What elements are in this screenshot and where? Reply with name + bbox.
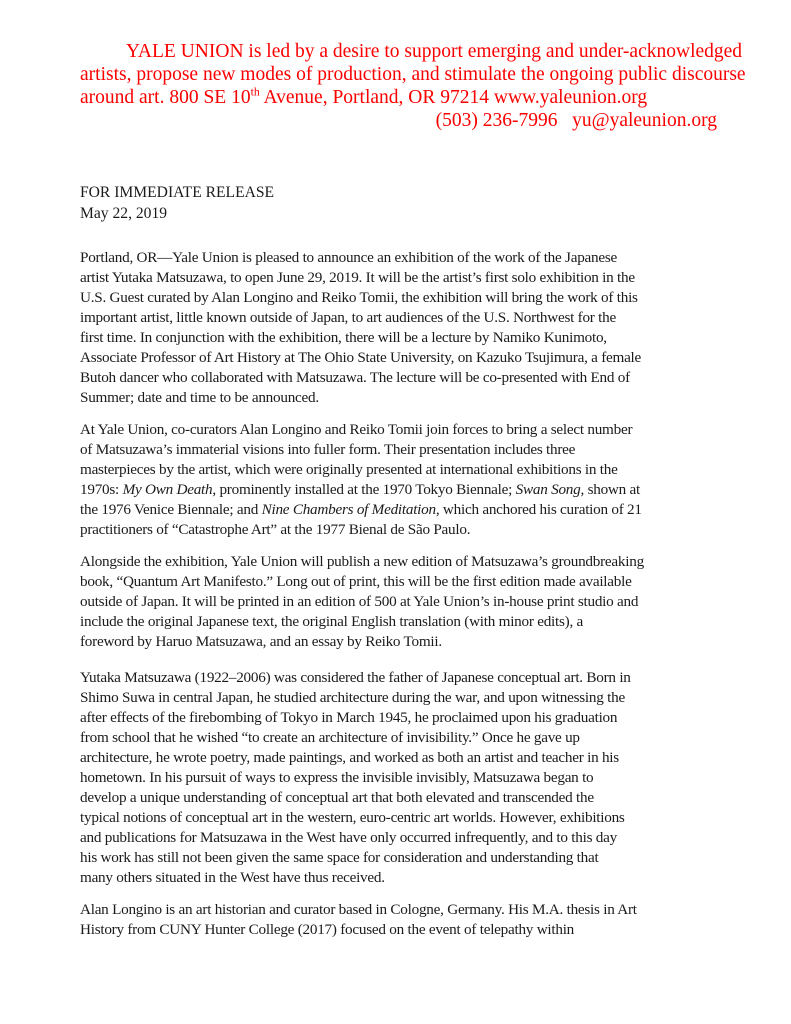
text-segment: develop a unique understanding of conceptual art that both elevated and transcended the: [80, 789, 594, 806]
text-segment: and publications for Matsuzawa in the West have only occurred infrequently, and to this day: [80, 829, 617, 846]
text-line: [80, 592, 717, 612]
text-line: [80, 308, 717, 328]
body-paragraph: [80, 420, 717, 540]
text-line: [80, 480, 717, 500]
text-line: [80, 808, 717, 828]
text-line: [80, 368, 717, 388]
text-line: [80, 460, 717, 480]
text-line: [80, 788, 717, 808]
text-line: [80, 668, 717, 688]
text-segment: , prominently installed at the 1970 Tokyo Biennale;: [212, 481, 516, 498]
text-segment: outside of Japan. It will be printed in an edition of 500 at Yale Union’s in-house print studio and: [80, 593, 639, 610]
text-line: [80, 920, 717, 940]
text-line: [80, 612, 717, 632]
text-segment: important artist, little known outside of Japan, to art audiences of the U.S. Northwest for the: [80, 309, 616, 326]
text-line: [80, 268, 717, 288]
letterhead-line: [80, 109, 717, 132]
text-segment: Alongside the exhibition, Yale Union will publish a new edition of Matsuzawa’s groundbreaking: [80, 553, 644, 570]
letterhead-line: [80, 86, 717, 109]
text-segment: At Yale Union, co-curators Alan Longino and Reiko Tomii join forces to bring a select number: [80, 421, 633, 438]
text-segment: masterpieces by the artist, which were originally presented at international exhibitions in the: [80, 461, 618, 478]
text-segment: 1970s:: [80, 481, 123, 498]
italic-title-text: Nine Chambers of Meditation: [261, 501, 436, 518]
text-segment: Associate Professor of Art History at The Ohio State University, on Kazuko Tsujimura, a female: [80, 349, 642, 366]
text-line: [80, 848, 717, 868]
text-segment: first time. In conjunction with the exhibition, there will be a lecture by Namiko Kunimoto,: [80, 329, 607, 346]
body-paragraph: [80, 552, 717, 652]
text-line: [80, 900, 717, 920]
letterhead-line: [80, 40, 743, 63]
text-line: [80, 388, 717, 408]
text-line: [80, 420, 717, 440]
text-segment: his work has still not been given the same space for consideration and understanding that: [80, 849, 599, 866]
text-line: [80, 572, 717, 592]
text-segment: artist Yutaka Matsuzawa, to open June 29, 2019. It will be the artist’s first solo exhibition in the: [80, 269, 635, 286]
text-segment: book, “Quantum Art Manifesto.” Long out of print, this will be the first edition made available: [80, 573, 632, 590]
body-copy: [80, 248, 717, 940]
text-segment: (503) 236-7996 yu@yaleunion.org: [435, 110, 717, 131]
text-line: [80, 552, 717, 572]
text-segment: Butoh dancer who collaborated with Matsuzawa. The lecture will be co-presented with End of: [80, 369, 630, 386]
text-segment: the 1976 Venice Biennale; and: [80, 501, 262, 518]
text-segment: include the original Japanese text, the original English translation (with minor edits), a: [80, 613, 584, 630]
release-date-line: May 22, 2019: [80, 205, 168, 222]
text-segment: artists, propose new modes of production, and stimulate the ongoing public discourse: [80, 64, 746, 85]
text-line: [80, 520, 717, 540]
text-line: [80, 328, 717, 348]
text-segment: Portland, OR—Yale Union is pleased to announce an exhibition of the work of the Japanese: [80, 249, 618, 266]
text-segment: YALE UNION is led by a desire to support emerging and under-acknowledged: [126, 41, 743, 62]
text-segment: Avenue, Portland, OR 97214 www.yaleunion.org: [259, 87, 648, 108]
text-segment: Yutaka Matsuzawa (1922–2006) was considered the father of Japanese conceptual art. Born in: [80, 669, 631, 686]
body-paragraph: [80, 900, 717, 940]
text-segment: U.S. Guest curated by Alan Longino and Reiko Tomii, the exhibition will bring the work of this: [80, 289, 638, 306]
text-segment: typical notions of conceptual art in the western, euro-centric art worlds. However, exhibitions: [80, 809, 625, 826]
text-line: [80, 828, 717, 848]
italic-title-text: My Own Death: [122, 481, 213, 498]
italic-title-text: Swan Song: [515, 481, 581, 498]
text-segment: practitioners of “Catastrophe Art” at the 1977 Bienal de São Paulo.: [80, 521, 471, 538]
text-segment: architecture, he wrote poetry, made paintings, and worked as both an artist and teacher in his: [80, 749, 619, 766]
superscript-text: th: [250, 85, 260, 99]
text-segment: Summer; date and time to be announced.: [80, 389, 319, 406]
text-segment: , which anchored his curation of 21: [435, 501, 642, 518]
text-line: [80, 768, 717, 788]
text-line: [80, 248, 717, 268]
text-segment: , shown at: [580, 481, 640, 498]
text-line: [80, 688, 717, 708]
text-segment: foreword by Haruo Matsuzawa, and an essay by Reiko Tomii.: [80, 633, 442, 650]
text-segment: Alan Longino is an art historian and curator based in Cologne, Germany. His M.A. thesis in Art: [80, 901, 637, 918]
text-line: [80, 440, 717, 460]
text-line: [80, 728, 717, 748]
text-line: [80, 348, 717, 368]
text-line: [80, 748, 717, 768]
text-line: [80, 288, 717, 308]
body-paragraph: [80, 248, 717, 408]
body-paragraph: [80, 668, 717, 888]
release-block: [80, 182, 717, 224]
text-segment: Shimo Suwa in central Japan, he studied architecture during the war, and upon witnessing the: [80, 689, 625, 706]
text-segment: hometown. In his pursuit of ways to express the invisible invisibly, Matsuzawa began to: [80, 769, 594, 786]
text-segment: around art. 800 SE 10: [80, 87, 251, 108]
letterhead: [80, 40, 746, 132]
release-status-line: FOR IMMEDIATE RELEASE: [80, 184, 275, 201]
letterhead-line: [80, 63, 746, 86]
text-segment: after effects of the firebombing of Tokyo in March 1945, he proclaimed upon his graduation: [80, 709, 618, 726]
text-segment: of Matsuzawa’s immaterial visions into fuller form. Their presentation includes three: [80, 441, 576, 458]
text-line: [80, 708, 717, 728]
text-segment: from school that he wished “to create an architecture of invisibility.” Once he gave up: [80, 729, 580, 746]
text-line: [80, 632, 717, 652]
text-segment: History from CUNY Hunter College (2017) focused on the event of telepathy within: [80, 921, 575, 938]
text-line: [80, 500, 717, 520]
text-line: [80, 868, 717, 888]
text-segment: many others situated in the West have thus received.: [80, 869, 385, 886]
